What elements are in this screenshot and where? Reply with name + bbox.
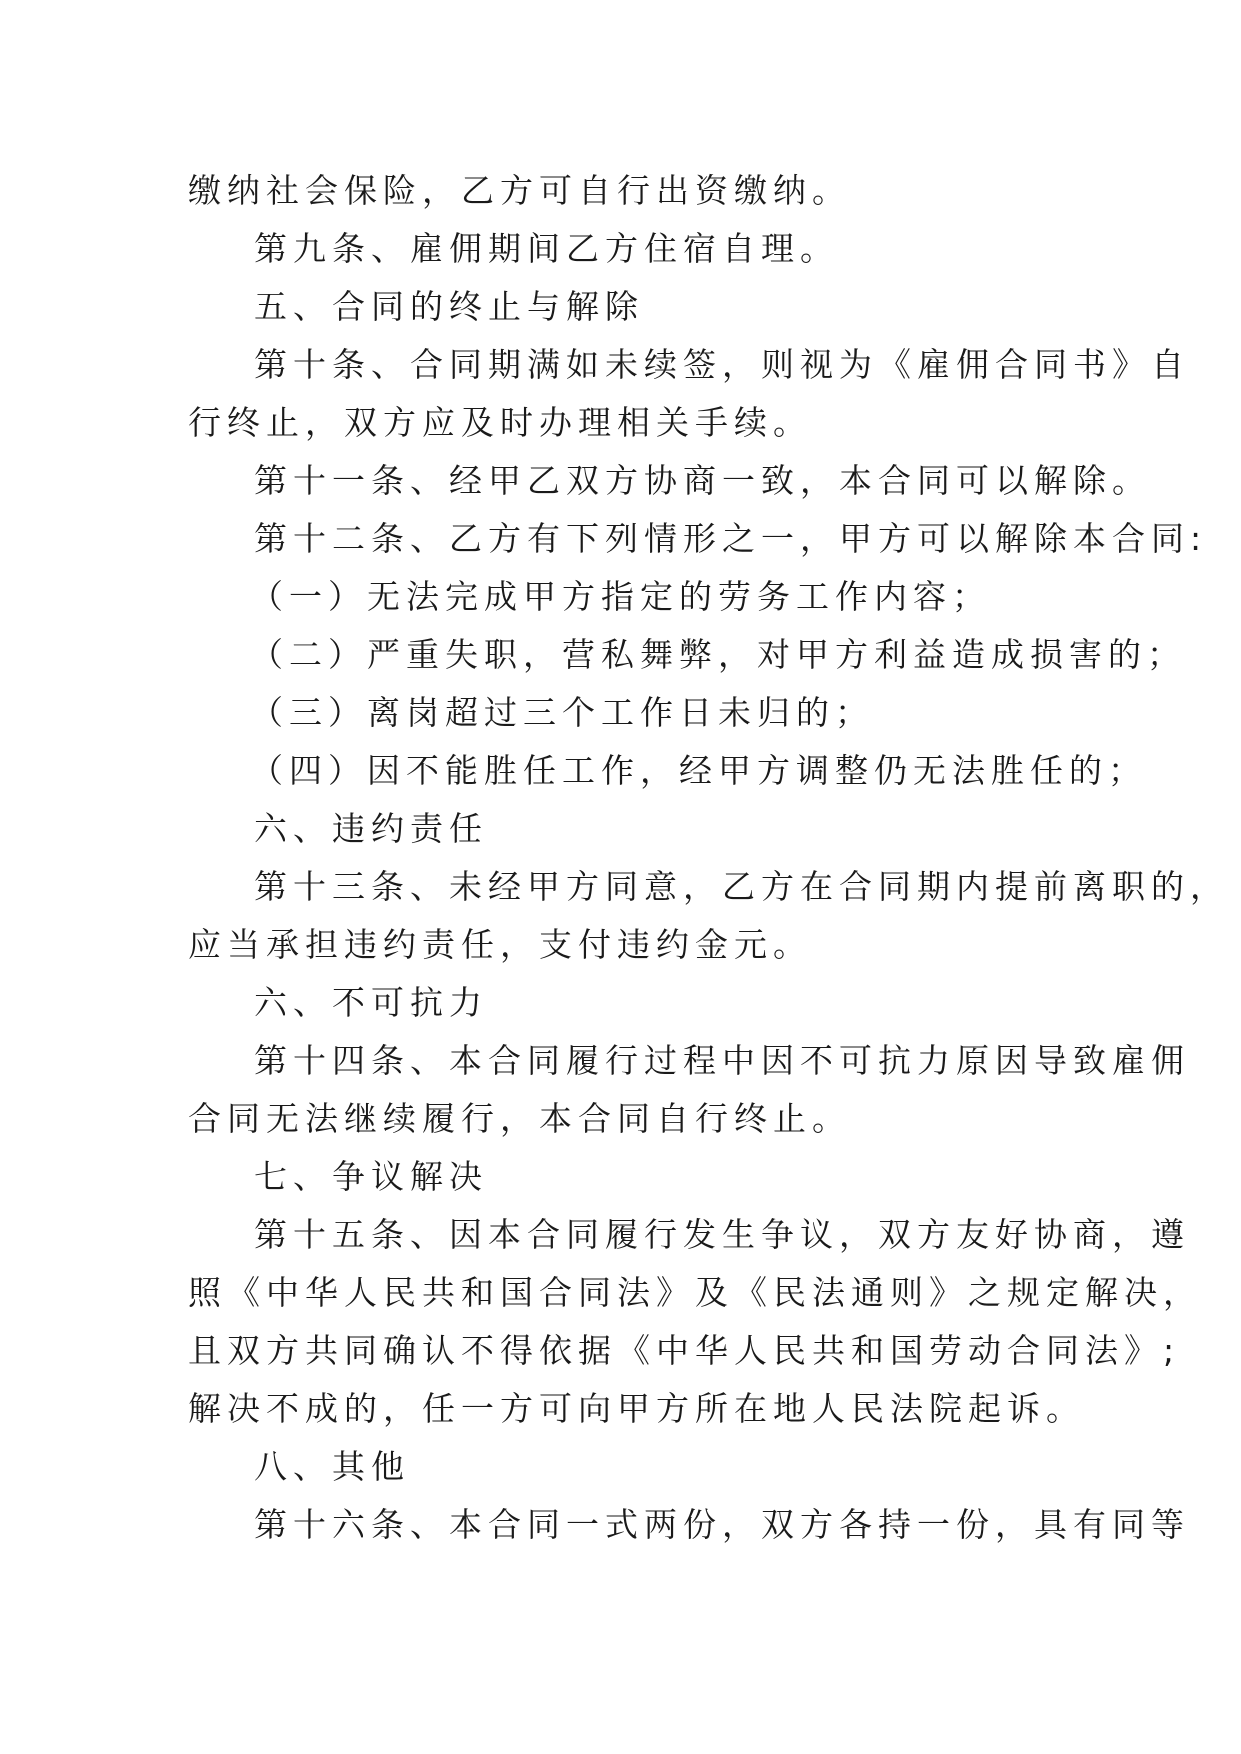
article-14-continued: 合同无法继续履行，本合同自行终止。	[188, 1099, 851, 1138]
article-12-item-2: （二）严重失职，营私舞弊，对甲方利益造成损害的；	[250, 635, 1186, 674]
article-12: 第十二条、乙方有下列情形之一，甲方可以解除本合同:	[254, 519, 1208, 558]
section-heading-breach: 六、违约责任	[254, 809, 488, 848]
contract-body	[188, 162, 1229, 1554]
article-15-continued-1: 照《中华人民共和国合同法》及《民法通则》之规定解决，	[188, 1273, 1202, 1312]
section-heading-termination: 五、合同的终止与解除	[254, 287, 644, 326]
section-heading-force-majeure: 六、不可抗力	[254, 983, 488, 1022]
section-heading-other: 八、其他	[254, 1447, 410, 1486]
section-heading-dispute: 七、争议解决	[254, 1157, 488, 1196]
article-12-item-3: （三）离岗超过三个工作日未归的；	[250, 693, 874, 732]
article-15-continued-2: 且双方共同确认不得依据《中华人民共和国劳动合同法》;	[188, 1331, 1181, 1370]
article-12-item-4: （四）因不能胜任工作，经甲方调整仍无法胜任的；	[250, 751, 1147, 790]
article-15: 第十五条、因本合同履行发生争议，双方友好协商，遵	[254, 1215, 1190, 1254]
article-13-continued: 应当承担违约责任，支付违约金元。	[188, 925, 812, 964]
article-10-continued: 行终止，双方应及时办理相关手续。	[188, 403, 812, 442]
article-14: 第十四条、本合同履行过程中因不可抗力原因导致雇佣	[254, 1041, 1190, 1080]
article-12-item-1: （一）无法完成甲方指定的劳务工作内容；	[250, 577, 991, 616]
paragraph-line-social-insurance: 缴纳社会保险，乙方可自行出资缴纳。	[188, 171, 851, 210]
article-11: 第十一条、经甲乙双方协商一致，本合同可以解除。	[254, 461, 1151, 500]
article-13: 第十三条、未经甲方同意，乙方在合同期内提前离职的，	[254, 867, 1229, 906]
article-16: 第十六条、本合同一式两份，双方各持一份，具有同等	[254, 1505, 1190, 1544]
article-15-continued-3: 解决不成的，任一方可向甲方所在地人民法院起诉。	[188, 1389, 1085, 1428]
article-9: 第九条、雇佣期间乙方住宿自理。	[254, 229, 839, 268]
article-10: 第十条、合同期满如未续签，则视为《雇佣合同书》自	[254, 345, 1190, 384]
